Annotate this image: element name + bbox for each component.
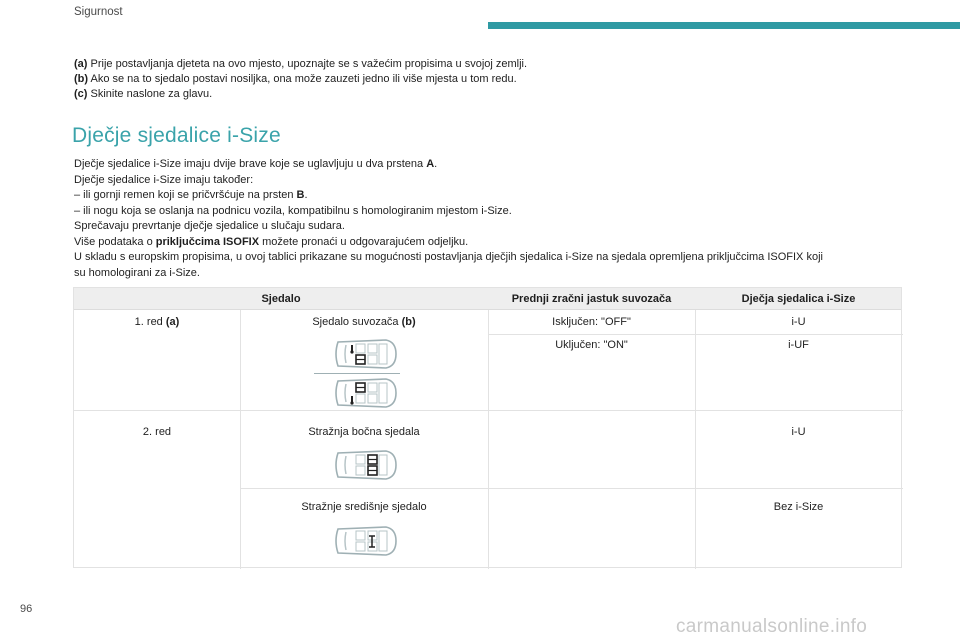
airbag-on: Uključen: "ON" xyxy=(555,339,628,351)
isize-result-off: i-U xyxy=(791,316,806,328)
bold-link-text: priključcima ISOFIX xyxy=(155,235,260,248)
footnote-marker: (b) xyxy=(74,73,89,85)
footnote-text: Prije postavljanja djeteta na ovo mjesto, upoznajte se s važećim propisima u svojoj zemlji. xyxy=(87,58,528,70)
footnote-text: Ako se na to sjedalo postavi nosiljka, ona može zauzeti jedno ili više mjesta u tom redu. xyxy=(88,73,517,85)
text-run: – ili gornji remen koji se pričvršćuje na prsten xyxy=(74,189,297,201)
paragraph xyxy=(74,235,914,251)
table-header xyxy=(74,288,901,310)
bold-text: B xyxy=(296,189,305,201)
list-item: – ili nogu koja se oslanja na podnicu vozila, kompatibilnu s homologiranim mjestom i-Size. xyxy=(74,204,512,217)
paragraph xyxy=(74,157,914,173)
column-header-airbag: Prednji zračni jastuk suvozača xyxy=(511,293,672,305)
footnote-marker: (a) xyxy=(74,58,88,70)
i-size-table xyxy=(73,287,902,568)
isize-result-side: i-U xyxy=(791,426,806,438)
footnote-ref: (b) xyxy=(401,316,416,328)
isize-result-on: i-UF xyxy=(788,339,809,351)
text-run: možete pronaći u odgovarajućem odjeljku. xyxy=(259,235,469,248)
page-number: 96 xyxy=(20,603,33,615)
paragraph: Sprečavaju prevrtanje dječje sjedalice u slučaju sudara. xyxy=(74,220,345,232)
car-top-view-icon xyxy=(332,336,398,372)
list-item xyxy=(74,188,914,204)
diagram-separator xyxy=(314,373,400,374)
footnote-c xyxy=(74,87,914,102)
row-divider xyxy=(240,488,903,489)
running-header: Sigurnost xyxy=(74,6,123,18)
paragraph: U skladu s europskim propisima, u ovoj tablici prikazane su mogućnosti postavljanja dječjih sjedalica i-Size na sjedala opremljena priključcima ISOFIX koji xyxy=(74,251,823,263)
row-label: 1. red xyxy=(134,316,166,328)
airbag-off: Isključen: "OFF" xyxy=(552,316,631,328)
header-accent-bar xyxy=(488,22,960,29)
seat-rear-center: Stražnje središnje sjedalo xyxy=(301,501,427,513)
body-text xyxy=(74,157,914,281)
car-top-view-icon xyxy=(332,447,398,483)
row-label-first xyxy=(74,316,240,328)
column-header-seat: Sjedalo xyxy=(261,293,301,305)
seat-rear-side: Stražnja bočna sjedala xyxy=(308,426,420,438)
bold-text: A xyxy=(426,158,435,170)
text-run: Više podataka o xyxy=(74,235,156,248)
seat-label: Sjedalo suvozača xyxy=(312,316,402,328)
text-run: Dječje sjedalice i-Size imaju dvije brave koje se uglavljuju u dva prstena xyxy=(74,158,427,170)
paragraph: Dječje sjedalice i-Size imaju također: xyxy=(74,173,254,186)
row-label-second: 2. red xyxy=(142,426,172,438)
footnote-b xyxy=(74,72,914,87)
column-divider xyxy=(240,310,241,569)
car-top-view-icon xyxy=(332,523,398,559)
footnote-marker: (c) xyxy=(74,88,88,100)
text-run: . xyxy=(304,189,308,201)
seat-passenger xyxy=(240,316,488,328)
row-divider xyxy=(74,410,903,411)
footnote-text: Skinite naslone za glavu. xyxy=(87,88,213,100)
footnotes xyxy=(74,57,914,102)
row-divider xyxy=(488,334,903,335)
paragraph: su homologirani za i-Size. xyxy=(74,266,200,279)
isize-result-center: Bez i-Size xyxy=(773,501,824,513)
footnote-ref: (a) xyxy=(165,316,180,328)
footnote-a xyxy=(74,57,914,72)
car-top-view-icon xyxy=(332,375,398,411)
text-run: . xyxy=(434,158,438,170)
watermark: carmanualsonline.info xyxy=(676,616,868,637)
section-title: Dječje sjedalice i-Size xyxy=(72,124,281,147)
column-header-isize: Dječja sjedalica i-Size xyxy=(741,293,856,305)
